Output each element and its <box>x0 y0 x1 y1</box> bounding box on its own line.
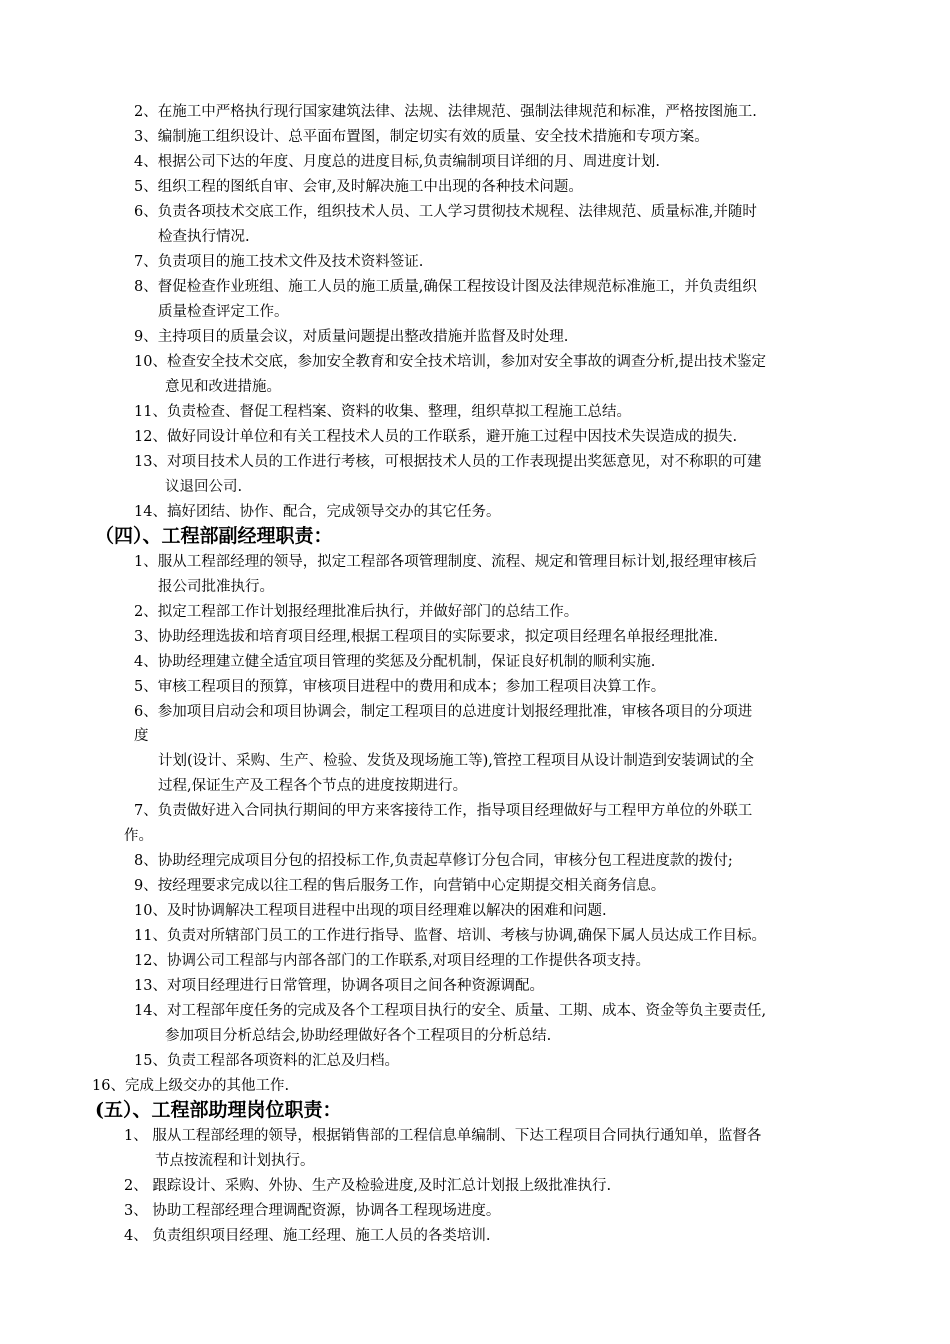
section3-item-13: 13、对项目技术人员的工作进行考核，可根据技术人员的工作表现提出奖惩意见，对不称职的可建 <box>134 454 762 470</box>
section5-item-1-cont: 节点按流程和计划执行。 <box>155 1153 315 1169</box>
section3-item-4: 4、根据公司下达的年度、月度总的进度目标,负责编制项目详细的月、周进度计划. <box>134 154 660 170</box>
section4-item-2: 2、拟定工程部工作计划报经理批准后执行，并做好部门的总结工作。 <box>134 604 579 620</box>
section4-item-15: 15、负责工程部各项资料的汇总及归档。 <box>134 1053 399 1069</box>
section4-item-4: 4、协助经理建立健全适宜项目管理的奖惩及分配机制，保证良好机制的顺利实施. <box>134 654 656 670</box>
section4-item-7: 7、负责做好进入合同执行期间的甲方来客接待工作，指导项目经理做好与工程甲方单位的外联工 <box>134 803 753 819</box>
section4-heading: （四）、工程部副经理职责： <box>95 525 333 547</box>
section3-item-8-cont: 质量检查评定工作。 <box>158 304 289 320</box>
section4-item-8: 8、协助经理完成项目分包的招投标工作,负责起草修订分包合同，审核分包工程进度款的拨付; <box>134 853 733 869</box>
section4-item-7-cont: 作。 <box>124 828 153 844</box>
section5-item-1: 1、 服从工程部经理的领导，根据销售部的工程信息单编制、下达工程项目合同执行通知单，监督各 <box>124 1128 762 1144</box>
section3-item-11: 11、负责检查、督促工程档案、资料的收集、整理，组织草拟工程施工总结。 <box>134 404 631 420</box>
section4-item-11: 11、负责对所辖部门员工的工作进行指导、监督、培训、考核与协调,确保下属人员达成工作目标。 <box>134 928 767 944</box>
section3-item-13-cont: 议退回公司. <box>165 479 243 495</box>
section3-item-12: 12、做好同设计单位和有关工程技术人员的工作联系，避开施工过程中因技术失误造成的损失. <box>134 429 738 445</box>
section3-item-6-cont: 检查执行情况. <box>158 229 250 245</box>
section3-item-9: 9、主持项目的质量会议，对质量问题提出整改措施并监督及时处理. <box>134 329 569 345</box>
section4-item-6-cont2: 过程,保证生产及工程各个节点的进度按期进行。 <box>158 778 468 794</box>
section3-item-10: 10、检查安全技术交底，参加安全教育和安全技术培训，参加对安全事故的调查分析,提出技术鉴定 <box>134 354 767 370</box>
section3-item-7: 7、负责项目的施工技术文件及技术资料签证. <box>134 254 424 270</box>
section3-item-2: 2、在施工中严格执行现行国家建筑法律、法规、法律规范、强制法律规范和标准，严格按图施工. <box>134 104 757 120</box>
section4-item-6-cont: 计划(设计、采购、生产、检验、发货及现场施工等),管控工程项目从设计制造到安装调试的全 <box>158 753 754 769</box>
section4-item-1: 1、服从工程部经理的领导，拟定工程部各项管理制度、流程、规定和管理目标计划,报经理审核后 <box>134 554 757 570</box>
section4-item-12: 12、协调公司工程部与内部各部门的工作联系,对项目经理的工作提供各项支持。 <box>134 953 651 969</box>
section5-item-4: 4、 负责组织项目经理、施工经理、施工人员的各类培训. <box>124 1228 491 1244</box>
section4-item-14: 14、对工程部年度任务的完成及各个工程项目执行的安全、质量、工期、成本、资金等负主要责任, <box>134 1003 767 1019</box>
section4-item-1-cont: 报公司批准执行。 <box>158 579 274 595</box>
section3-item-10-cont: 意见和改进措施。 <box>165 379 281 395</box>
section5-heading: (五）、工程部助理岗位职责： <box>95 1099 342 1121</box>
section3-item-8: 8、督促检查作业班组、施工人员的施工质量,确保工程按设计图及法律规范标准施工，并负责组织 <box>134 279 757 295</box>
section4-item-14-cont: 参加项目分析总结会,协助经理做好各个工程项目的分析总结. <box>165 1028 552 1044</box>
section4-item-10: 10、及时协调解决工程项目进程中出现的项目经理难以解决的困难和问题. <box>134 903 607 919</box>
section3-item-6: 6、负责各项技术交底工作，组织技术人员、工人学习贯彻技术规程、法律规范、质量标准,并随时 <box>134 204 757 220</box>
section4-item-9: 9、按经理要求完成以往工程的售后服务工作，向营销中心定期提交相关商务信息。 <box>134 878 666 894</box>
section5-item-2: 2、 跟踪设计、采购、外协、生产及检验进度,及时汇总计划报上级批准执行. <box>124 1178 612 1194</box>
section3-item-14: 14、搞好团结、协作、配合，完成领导交办的其它任务。 <box>134 504 501 520</box>
section5-item-3: 3、 协助工程部经理合理调配资源，协调各工程现场进度。 <box>124 1203 501 1219</box>
section4-item-5: 5、审核工程项目的预算，审核项目进程中的费用和成本；参加工程项目决算工作。 <box>134 679 666 695</box>
section3-item-5: 5、组织工程的图纸自审、会审,及时解决施工中出现的各种技术问题。 <box>134 179 583 195</box>
section4-item-3: 3、协助经理选拔和培育项目经理,根据工程项目的实际要求，拟定项目经理名单报经理批准. <box>134 629 718 645</box>
section4-item-6: 6、参加项目启动会和项目协调会，制定工程项目的总进度计划报经理批准，审核各项目的分项进 <box>134 704 753 720</box>
section4-item-13: 13、对项目经理进行日常管理，协调各项目之间各种资源调配。 <box>134 978 544 994</box>
section4-item-6-wrap: 度 <box>134 728 149 744</box>
section4-item-16: 16、完成上级交办的其他工作. <box>92 1078 290 1094</box>
section3-item-3: 3、编制施工组织设计、总平面布置图，制定切实有效的质量、安全技术措施和专项方案。 <box>134 129 709 145</box>
